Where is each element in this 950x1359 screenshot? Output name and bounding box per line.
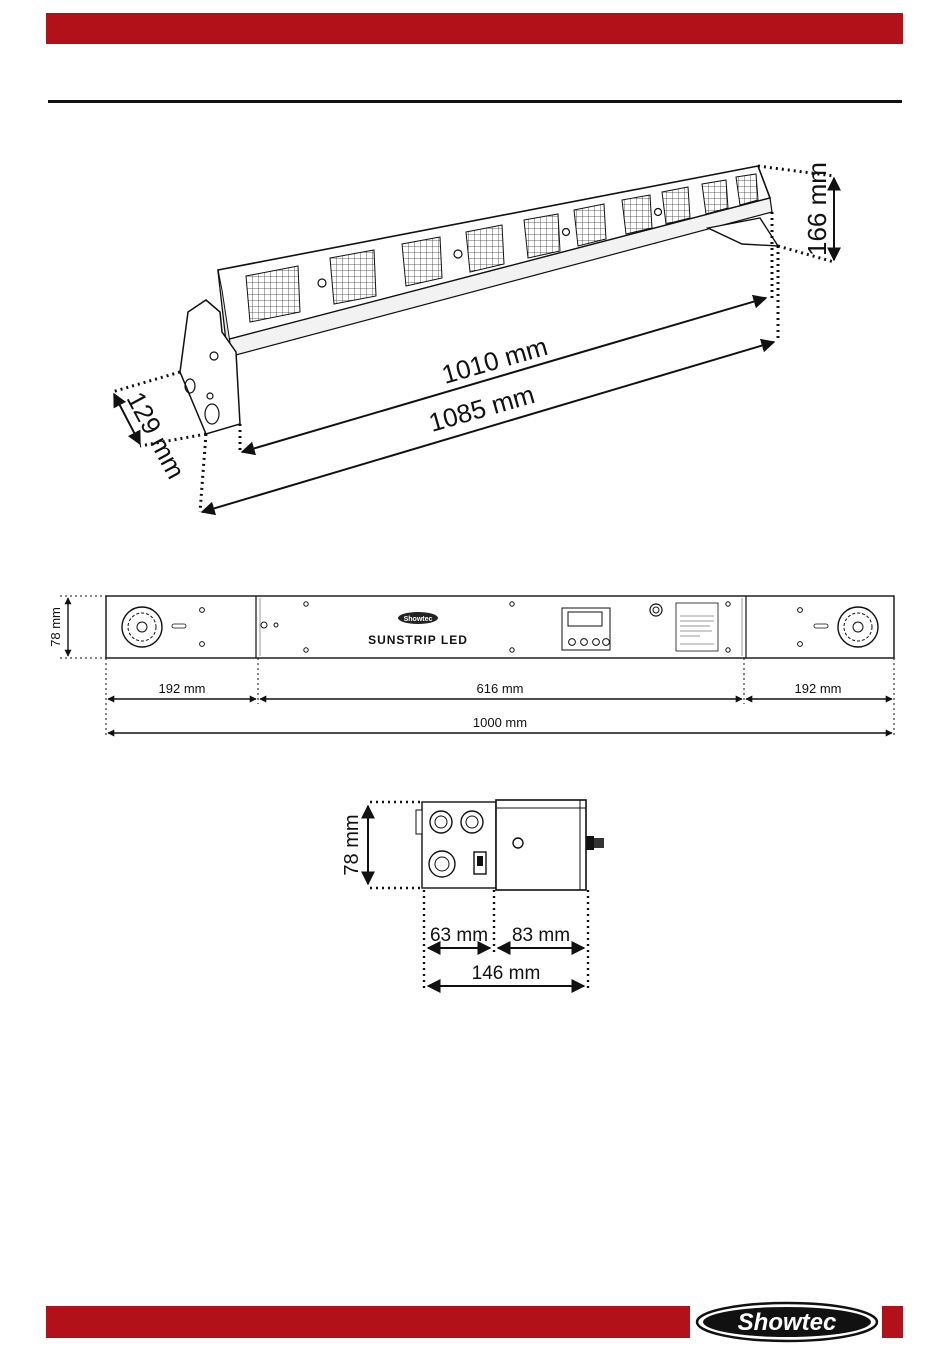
footer-bar-end <box>882 1306 903 1338</box>
side-dim-a: 63 mm <box>429 925 489 946</box>
showtec-logo <box>694 1300 880 1344</box>
front-dim-left: 192 mm <box>158 681 206 696</box>
logo-text: Showtec <box>737 1309 837 1336</box>
front-brand-badge: Showtec <box>403 616 433 623</box>
dim-height-perspective: 166 mm <box>802 162 832 256</box>
footer-bar <box>46 1306 690 1338</box>
perspective-view <box>112 162 834 512</box>
right-fan <box>838 607 878 647</box>
side-view <box>341 800 604 990</box>
side-dim-total: 146 mm <box>471 963 541 984</box>
product-name: SUNSTRIP LED <box>368 633 468 647</box>
dim-depth-perspective: 129 mm <box>120 386 192 484</box>
front-display <box>568 612 602 626</box>
dim-length-outer: 1085 mm <box>425 379 538 438</box>
dmx-in-connector <box>430 811 452 833</box>
dim-length-inner: 1010 mm <box>438 331 551 390</box>
front-dim-center: 616 mm <box>476 681 524 696</box>
power-in-connector <box>429 851 455 877</box>
left-fan <box>122 607 162 647</box>
front-dim-right: 192 mm <box>794 681 842 696</box>
dmx-out-connector <box>461 811 483 833</box>
side-dim-b: 83 mm <box>511 925 571 946</box>
front-view <box>48 596 894 736</box>
side-dim-height: 78 mm <box>341 814 363 876</box>
front-dim-height: 78 mm <box>48 607 63 647</box>
front-dim-total: 1000 mm <box>472 715 528 730</box>
